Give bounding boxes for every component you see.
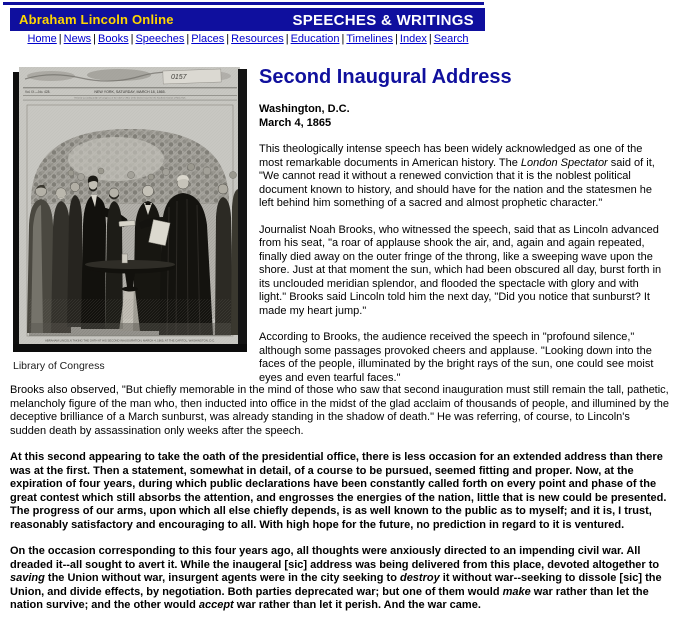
nav-separator: | <box>186 33 190 45</box>
nav-link-home[interactable]: Home <box>27 33 57 45</box>
engraving-volume-text: Vol. IX.—No. 428. <box>25 90 51 94</box>
body-paragraph: Brooks also observed, "But chiefly memorable in the mind of those who saw that second inauguration must still remain the tall, pathetic, melancholy figure of the man who, then inducted into office in the midst of the glad acclaim of thousands of people, and illumined by the deceptive brilliance of a March sunburst, was already standing in the shadow of death." He was referring, of course, to Lincoln's sudden death by assassination only weeks after the speech. <box>10 384 669 437</box>
nav-link-books[interactable]: Books <box>98 33 129 45</box>
nav-link-education[interactable]: Education <box>290 33 340 45</box>
nav-link-timelines[interactable]: Timelines <box>346 33 394 45</box>
nav-link-news[interactable]: News <box>63 33 92 45</box>
site-title: Abraham Lincoln Online <box>19 12 174 27</box>
engraving-caption-line: ABRAHAM LINCOLN TAKING THE OATH AT HIS SECOND INAUGURATION, MARCH 4, 1865, AT THE CAPITOL, WASHINGTON, D.C. <box>45 338 215 343</box>
nav-link-search[interactable]: Search <box>433 33 469 45</box>
nav-link-resources[interactable]: Resources <box>231 33 284 45</box>
speech-location: Washington, D.C. <box>259 103 350 115</box>
nav-separator: | <box>395 33 398 45</box>
image-credit: Library of Congress <box>13 360 105 372</box>
engraving-masthead-text: NEW YORK, SATURDAY, MARCH 18, 1865. <box>94 90 166 94</box>
engraving-masthead-subtext: Entered according to Act of Congress in the Clerk's Office of the District Court for the Southern District of New York <box>74 97 186 100</box>
header-top-rule <box>3 2 484 5</box>
bottom-text-section <box>10 371 669 626</box>
intro-paragraph: This theologically intense speech has been widely acknowledged as one of the most remarkable documents in American history. The London Spectator said of it, "We cannot read it without a renewed conviction that it is the noblest political document known to history, and should have for the nation and the statesmen he left behind him something of a sacred and almost prophetic character." <box>259 143 655 209</box>
nav-separator: | <box>58 33 62 45</box>
nav-separator: | <box>130 33 134 45</box>
main-navigation <box>10 33 486 45</box>
page-section-title: SPEECHES & WRITINGS <box>292 12 474 29</box>
nav-separator: | <box>226 33 230 45</box>
dateline <box>259 103 663 130</box>
site-header <box>10 8 485 31</box>
intro-paragraph: Journalist Noah Brooks, who witnessed the speech, said that as Lincoln advanced from his seat, "a roar of applause shook the air, and, again and again repeated, finally died away on the outer fringe of the throng, like a sweeping wave upon the shore. Just at that moment the sun, which had been obscured all day, burst forth in its unclouded meridian splendor, and flooded the spectacle with glory and with light." Brooks said Lincoln told him the next day, "Did you notice that sunburst? It made my heart jump." <box>259 223 662 317</box>
speech-date: March 4, 1865 <box>259 116 332 129</box>
intro-paragraph: According to Brooks, the audience received the speech in "profound silence," although some passages provoked cheers and applause. "Looking down into the faces of the people, illuminated by the bright rays of the sun, one could see moist eyes and even tearful faces." <box>259 331 654 384</box>
nav-separator: | <box>428 33 432 45</box>
inauguration-figure <box>11 67 249 372</box>
page-title: Second Inaugural Address <box>259 66 512 88</box>
nav-separator: | <box>341 33 345 45</box>
nav-separator: | <box>285 33 289 45</box>
nav-link-speeches[interactable]: Speeches <box>135 33 185 45</box>
speech-excerpt-paragraph: On the occasion corresponding to this four years ago, all thoughts were anxiously directed to an impending civil war. All dreaded it--all sought to avert it. While the inaugeral [sic] address was being delivered from this place, devoted altogether to saving the Union without war, insurgent agents were in the city seeking to destroy it without war--seeking to dissole [sic] the Union, and divide effects, by negotiation. Both parties deprecated war; but one of them would make war rather than let the nation survive; and the other would accept war rather than let it perish. And the war came. <box>10 545 662 611</box>
nav-separator: | <box>93 33 97 45</box>
nav-link-index[interactable]: Index <box>399 33 427 45</box>
article-column <box>259 66 663 398</box>
nav-link-places[interactable]: Places <box>191 33 225 45</box>
engraving-handwritten-mark: 0157 <box>171 74 187 81</box>
speech-excerpt-paragraph: At this second appearing to take the oath of the presidential office, there is less occasion for an extended address than there was at the first. Then a statement, somewhat in detail, of a course to be pursued, seemed fitting and proper. Now, at the expiration of four years, during which public declarations have been constantly called forth on every point and phase of the great contest which still absorbs the attention, and engrosses the energies of the nation, little that is new could be presented. The progress of our arms, upon which all else chiefly depends, is as well known to the public as to myself; and it is, I trust, reasonably satisfactory and encouraging to all. With high hope for the future, no prediction in regard to it is ventured. <box>10 451 667 531</box>
inauguration-engraving-image <box>11 67 249 352</box>
